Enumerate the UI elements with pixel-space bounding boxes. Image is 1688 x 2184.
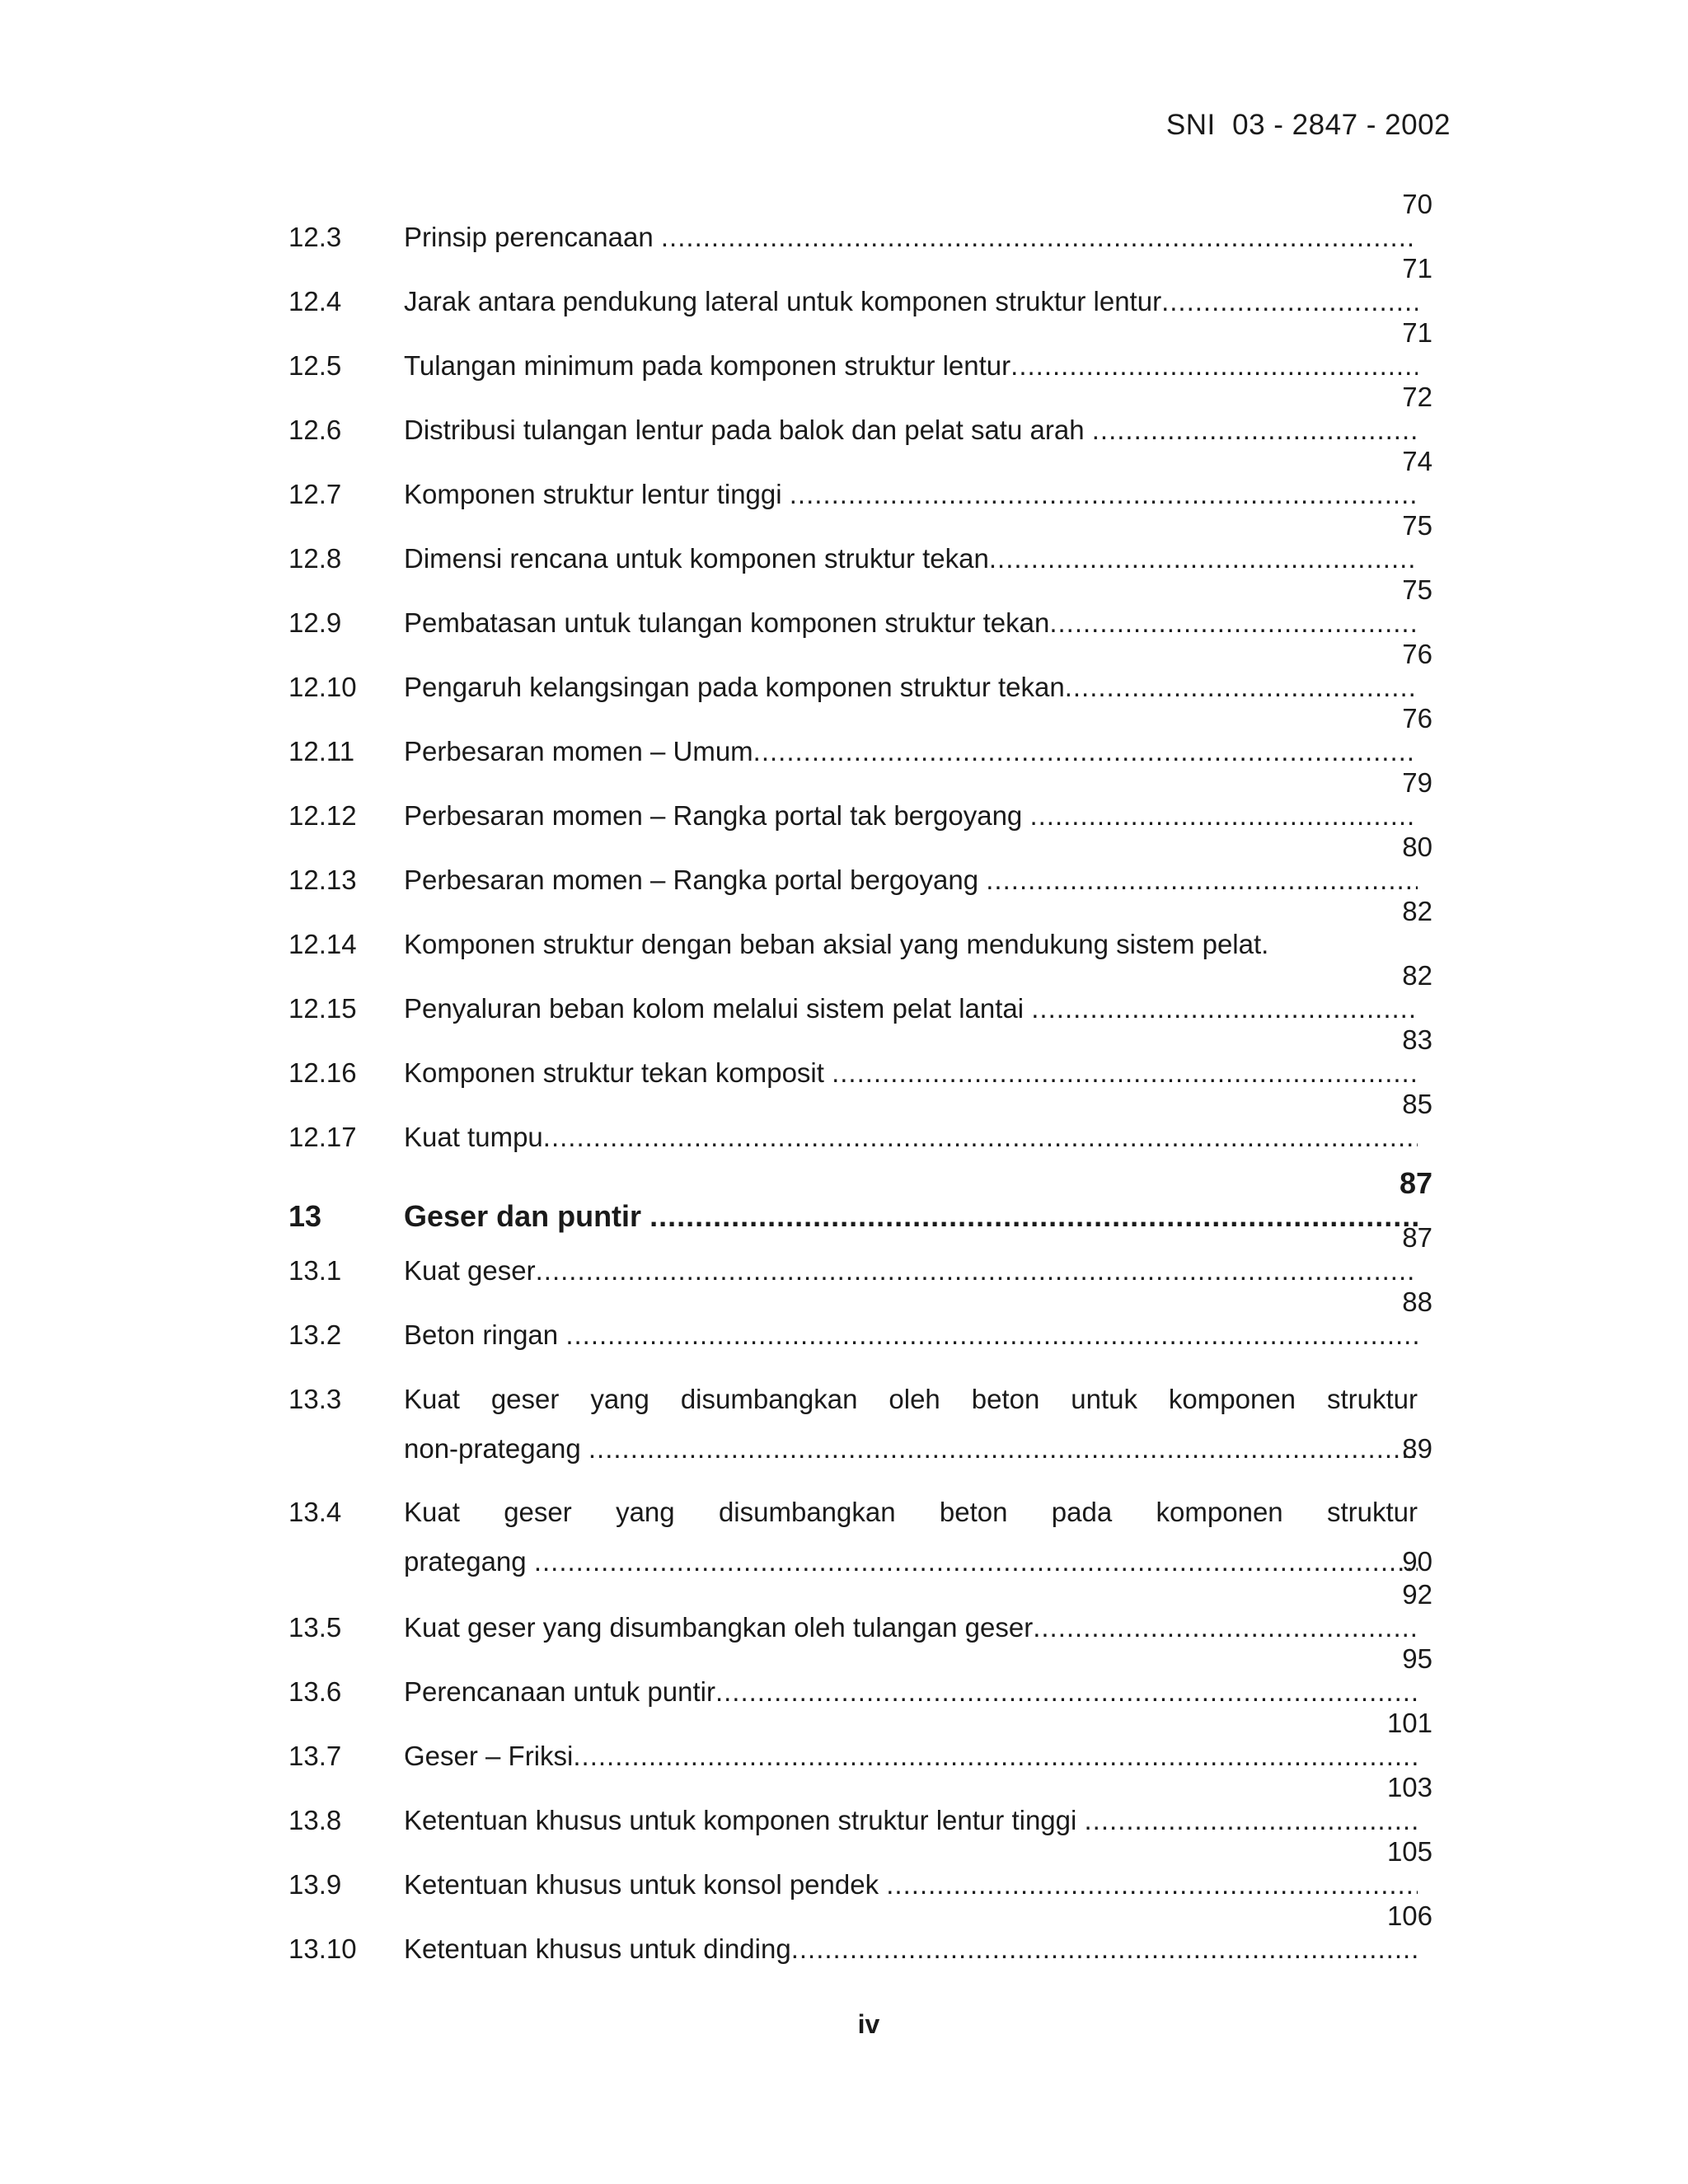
section-number: 12.6 — [288, 415, 342, 445]
dot-leader — [1010, 349, 1418, 382]
section-title-line-2: prategang — [404, 1546, 527, 1577]
section-title: Tulangan minimum pada komponen struktur lentur — [404, 350, 1011, 381]
page-number: 106 — [1386, 1900, 1432, 1931]
section-number: 13.3 — [288, 1384, 342, 1414]
section-number: 12.8 — [288, 543, 342, 574]
section-number: 12.16 — [288, 1057, 357, 1088]
page-number: 80 — [1402, 832, 1432, 862]
section-title: Ketentuan khusus untuk konsol pendek — [404, 1869, 879, 1900]
page-number: 82 — [1402, 960, 1432, 991]
footer-page-number: iv — [857, 2009, 880, 2039]
section-title: Penyaluran beban kolom melalui sistem pelat lantai — [404, 993, 1025, 1024]
page-number: 85 — [1402, 1089, 1432, 1119]
section-title-line-1: Kuat geser yang disumbangkan oleh beton untuk komponen struktur — [404, 1384, 1418, 1414]
section-number: 12.4 — [288, 286, 342, 316]
dot-leader — [649, 1200, 1421, 1233]
dot-leader — [1049, 607, 1418, 640]
section-title: Komponen struktur tekan komposit — [404, 1057, 824, 1088]
dot-leader — [832, 1057, 1418, 1090]
section-number: 12.10 — [288, 672, 357, 702]
section-number: 12.3 — [288, 222, 342, 252]
section-number: 12.5 — [288, 350, 342, 381]
section-number: 13.7 — [288, 1741, 342, 1771]
section-number: 12.15 — [288, 993, 357, 1024]
page-number: 88 — [1402, 1286, 1432, 1317]
section-title: Perbesaran momen – Rangka portal bergoyang — [404, 865, 979, 895]
dot-leader — [534, 1545, 1418, 1578]
dot-leader — [1092, 414, 1418, 447]
dot-leader — [543, 1121, 1418, 1154]
section-number: 13.5 — [288, 1612, 342, 1643]
dot-leader — [536, 1254, 1418, 1287]
page-number: 79 — [1402, 767, 1432, 798]
section-title: Perencanaan untuk puntir — [404, 1676, 715, 1707]
page-number: 105 — [1386, 1836, 1432, 1867]
page-number: 92 — [1402, 1579, 1432, 1610]
dot-leader — [753, 735, 1418, 768]
page-number: 70 — [1402, 189, 1432, 219]
dot-leader — [986, 864, 1418, 897]
section-title: Ketentuan khusus untuk dinding — [404, 1933, 791, 1964]
dot-leader — [661, 221, 1418, 254]
section-title: Pengaruh kelangsingan pada komponen struktur tekan — [404, 672, 1065, 702]
section-title: Jarak antara pendukung lateral untuk komponen struktur lentur — [404, 286, 1162, 316]
dot-leader — [715, 1675, 1418, 1708]
page-number: 89 — [1402, 1433, 1432, 1464]
section-number: 12.13 — [288, 865, 357, 895]
section-title: Kuat geser — [404, 1255, 536, 1286]
section-number: 13.10 — [288, 1933, 357, 1964]
section-number: 12.9 — [288, 607, 342, 638]
section-title: Kuat tumpu — [404, 1122, 543, 1152]
section-title: Dimensi rencana untuk komponen struktur tekan — [404, 543, 989, 574]
section-title: Perbesaran momen – Umum — [404, 736, 753, 766]
section-title: Beton ringan — [404, 1319, 559, 1350]
section-number: 13.2 — [288, 1319, 342, 1350]
section-number: 13.4 — [288, 1497, 342, 1527]
page-number: 75 — [1402, 574, 1432, 605]
dot-leader — [1085, 1804, 1418, 1837]
page-number: 103 — [1386, 1772, 1432, 1802]
page-number: 87 — [1399, 1166, 1432, 1200]
dot-leader — [790, 478, 1418, 511]
page-number: 82 — [1402, 896, 1432, 926]
section-title: Perbesaran momen – Rangka portal tak bergoyang — [404, 800, 1023, 831]
page-number: 90 — [1402, 1546, 1432, 1577]
section-title-line-1: Kuat geser yang disumbangkan beton pada komponen struktur — [404, 1497, 1418, 1527]
section-title: Komponen struktur lentur tinggi — [404, 479, 782, 509]
page-number: 71 — [1402, 317, 1432, 348]
dot-leader — [588, 1432, 1418, 1465]
section-number: 12.12 — [288, 800, 357, 831]
dot-leader — [791, 1933, 1418, 1966]
dot-leader — [1161, 285, 1418, 318]
dot-leader — [573, 1740, 1418, 1773]
toc-entry[interactable] — [288, 1383, 1442, 1465]
page-number: 76 — [1402, 639, 1432, 669]
dot-leader — [1031, 992, 1418, 1025]
document-id-header: SNI 03 - 2847 - 2002 — [1165, 109, 1451, 141]
section-number: 12.17 — [288, 1122, 357, 1152]
section-title: Distribusi tulangan lentur pada balok dan pelat satu arah — [404, 415, 1085, 445]
page-number: 72 — [1402, 382, 1432, 412]
dot-leader — [1033, 1611, 1418, 1644]
dot-leader — [886, 1868, 1418, 1901]
section-number: 13.6 — [288, 1676, 342, 1707]
section-number: 12.11 — [288, 736, 355, 766]
page-number: 75 — [1402, 510, 1432, 541]
section-title: Prinsip perencanaan — [404, 222, 654, 252]
page-number: 87 — [1402, 1222, 1432, 1253]
section-title: Geser – Friksi — [404, 1741, 574, 1771]
section-number: 12.14 — [288, 929, 357, 959]
section-title: Komponen struktur dengan beban aksial yang mendukung sistem pelat — [404, 929, 1262, 959]
section-title: Pembatasan untuk tulangan komponen struktur tekan — [404, 607, 1050, 638]
section-title: Kuat geser yang disumbangkan oleh tulangan geser — [404, 1612, 1034, 1643]
chapter-title: Geser dan puntir — [404, 1200, 642, 1233]
section-number: 13.8 — [288, 1805, 342, 1835]
page-number: 83 — [1402, 1024, 1432, 1055]
page-number: 95 — [1402, 1643, 1432, 1674]
section-number: 13.1 — [288, 1255, 342, 1286]
page-number: 74 — [1402, 446, 1432, 476]
dot-leader — [1029, 799, 1418, 832]
section-title-line-2: non-prategang — [404, 1433, 581, 1464]
section-number: 13.9 — [288, 1869, 342, 1900]
dot-leader — [1065, 671, 1418, 704]
dot-leader — [565, 1319, 1418, 1352]
toc-entry[interactable] — [288, 1496, 1442, 1578]
page-number: 71 — [1402, 253, 1432, 284]
page-number: 101 — [1386, 1708, 1432, 1738]
chapter-number: 13 — [288, 1199, 322, 1233]
section-number: 12.7 — [288, 479, 342, 509]
dot-leader — [989, 542, 1418, 575]
page-number: 76 — [1402, 703, 1432, 733]
section-title: Ketentuan khusus untuk komponen struktur lentur tinggi — [404, 1805, 1077, 1835]
